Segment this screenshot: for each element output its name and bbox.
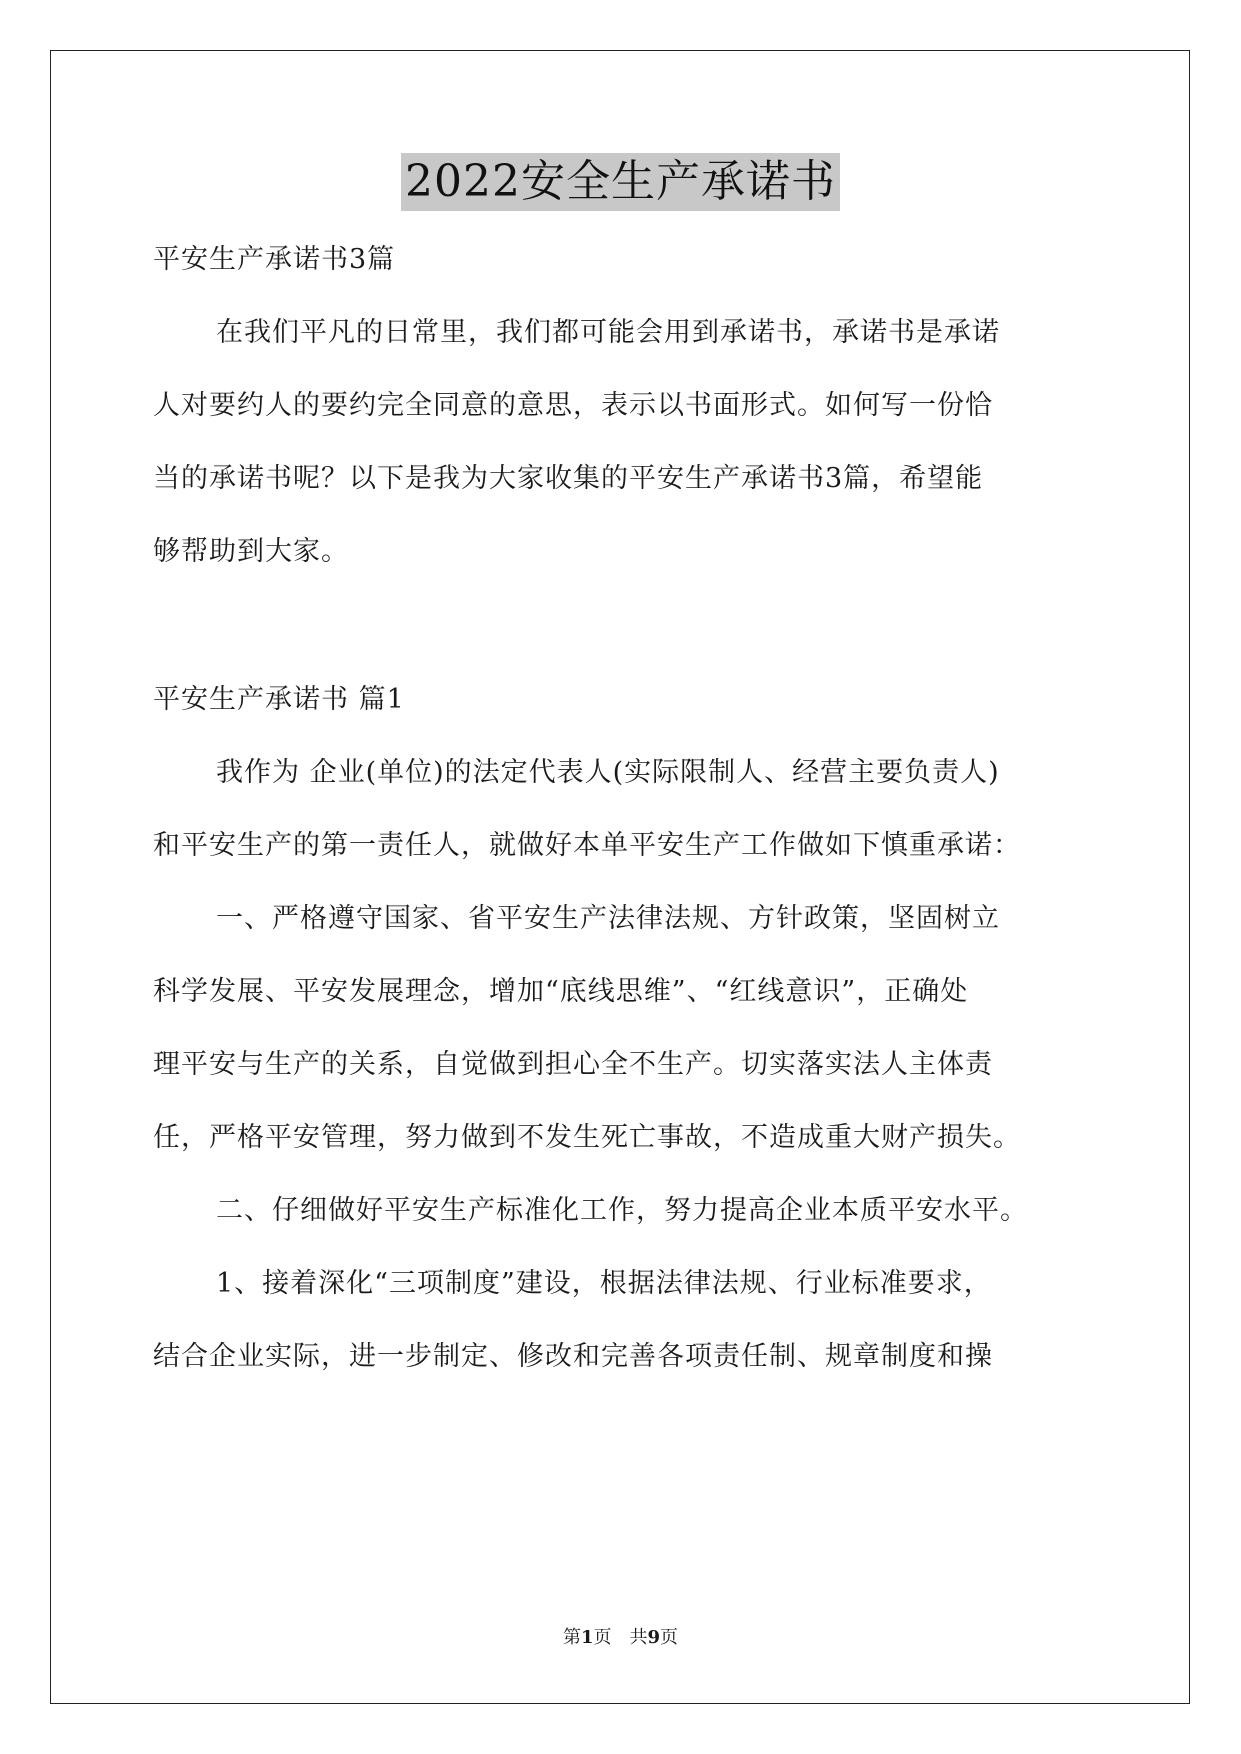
intro-paragraph-line: 当的承诺书呢？以下是我为大家收集的平安生产承诺书3篇，希望能 — [153, 463, 984, 494]
document-title: 2022安全生产承诺书 — [401, 153, 840, 211]
intro-paragraph-line: 人对要约人的要约完全同意的意思，表示以书面形式。如何写一份恰 — [153, 390, 993, 421]
body-paragraph-line: 和平安生产的第一责任人，就做好本单平安生产工作做如下慎重承诺： — [153, 830, 1021, 861]
page-current: 1 — [580, 1627, 594, 1648]
section-heading-line: 平安生产承诺书 篇1 — [153, 684, 405, 715]
body-paragraph-line: 科学发展、平安发展理念，增加“底线思维”、“红线意识”，正确处 — [153, 976, 969, 1007]
page-border — [50, 50, 1190, 1704]
title-wrap — [0, 153, 1241, 211]
body-paragraph-line: 一、严格遵守国家、省平安生产法律法规、方针政策，坚固树立 — [216, 903, 1000, 934]
page-footer — [0, 1626, 1241, 1650]
page-middle: 页 共 — [593, 1627, 648, 1648]
intro-paragraph-line: 够帮助到大家。 — [153, 536, 349, 567]
body-paragraph-line: 1、接着深化“三项制度”建设，根据法律法规、行业标准要求， — [216, 1268, 992, 1299]
body-paragraph-line: 我作为 企业(单位)的法定代表人(实际限制人、经营主要负责人) — [216, 757, 1000, 788]
page-suffix: 页 — [660, 1627, 679, 1648]
body-paragraph-line: 二、仔细做好平安生产标准化工作，努力提高企业本质平安水平。 — [216, 1195, 1028, 1226]
page-total: 9 — [647, 1627, 661, 1648]
body-paragraph-line: 理平安与生产的关系，自觉做到担心全不生产。切实落实法人主体责 — [153, 1049, 993, 1080]
body-paragraph-line: 任，严格平安管理，努力做到不发生死亡事故，不造成重大财产损失。 — [153, 1122, 1021, 1153]
subtitle-line: 平安生产承诺书3篇 — [153, 244, 396, 275]
body-paragraph-line: 结合企业实际，进一步制定、修改和完善各项责任制、规章制度和操 — [153, 1341, 993, 1372]
page-prefix: 第 — [562, 1627, 581, 1648]
intro-paragraph-line: 在我们平凡的日常里，我们都可能会用到承诺书，承诺书是承诺 — [216, 317, 1000, 348]
